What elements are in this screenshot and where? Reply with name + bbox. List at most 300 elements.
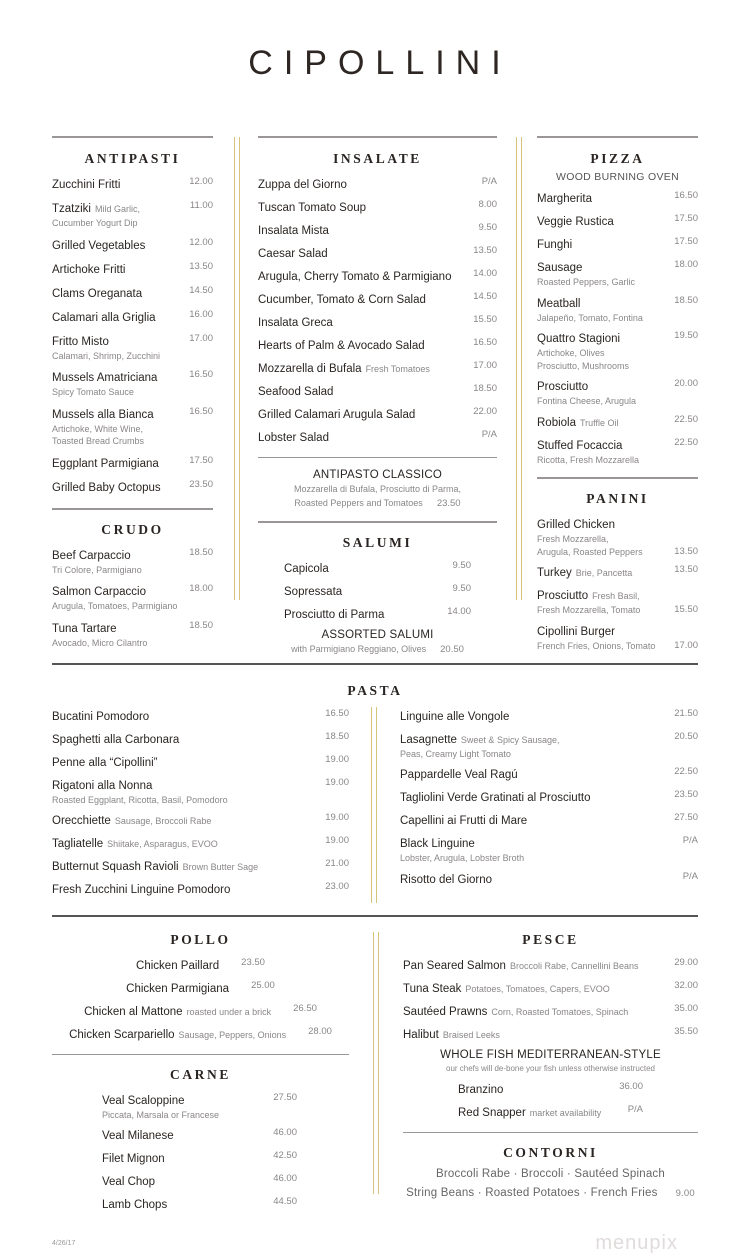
menu-item (400, 811, 698, 834)
footer (52, 1232, 698, 1254)
item-title-line (258, 382, 467, 400)
item-name: Lobster Salad (258, 432, 329, 444)
menu-item (537, 189, 698, 212)
item-title-line (400, 811, 668, 829)
pasta-section (52, 683, 698, 916)
item-name: Spaghetti alla Carbonara (52, 733, 180, 746)
item-title-line (400, 834, 677, 852)
item-title-line (258, 313, 467, 331)
menu-item (400, 834, 698, 870)
item-name: Veal Milanese (102, 1130, 174, 1142)
item-name: Risotto del Giorno (400, 873, 493, 886)
menu-item (537, 413, 698, 436)
item-name: Lamb Chops (102, 1199, 168, 1211)
item-price: 17.00 (674, 639, 698, 651)
item-description: Sausage, Broccoli Rabe (114, 816, 212, 826)
gold-divider (516, 137, 522, 600)
item-price: 20.00 (674, 378, 698, 389)
item-price: 21.50 (674, 707, 698, 719)
item-title-line (258, 221, 473, 239)
watermark: menupix (595, 1232, 678, 1254)
whole-fish-title: WHOLE FISH MEDITERRANEAN-STYLE (440, 1048, 661, 1061)
item-price: 25.00 (251, 979, 275, 991)
item-title-line (400, 765, 668, 783)
menu-item (258, 221, 497, 244)
item-description: Jalapeño, Tomato, Fontina (537, 312, 643, 323)
menu-item (400, 788, 698, 811)
item-name: Artichoke Fritti (52, 263, 126, 276)
menu-item (52, 880, 349, 903)
item-description: Fresh Tomatoes (365, 364, 430, 374)
item-price: 18.50 (325, 730, 349, 742)
price: 9.00 (675, 1187, 695, 1199)
menu-item (52, 811, 349, 834)
item-description: Cucumber Yogurt Dip (52, 218, 138, 228)
item-description: Braised Leeks (442, 1029, 500, 1040)
item-name: Quattro Stagioni (537, 333, 621, 345)
menu-item (102, 1149, 297, 1172)
item-price: 13.50 (473, 245, 497, 256)
item-name: Grilled Chicken (537, 519, 615, 531)
item-title-line (52, 776, 319, 794)
item-price: 32.00 (674, 979, 698, 991)
item-price: 17.50 (674, 213, 698, 224)
item-title-line (258, 428, 476, 446)
contorni-line: Broccoli Rabe · Broccoli · Sautéed Spinach (436, 1167, 665, 1180)
menu-item (258, 359, 497, 382)
item-title-line (537, 413, 668, 431)
item-title-line (403, 979, 668, 997)
pizza-section (537, 138, 698, 477)
item-name: Tuscan Tomato Soup (258, 202, 367, 214)
menu-item (400, 765, 698, 788)
price: 20.50 (440, 644, 464, 655)
item-title-line (400, 870, 677, 888)
item-name: Chicken al Mattone (84, 1005, 183, 1018)
item-title-line (52, 199, 184, 217)
menu-item (537, 212, 698, 235)
menu-item (52, 478, 213, 502)
item-title-line (258, 405, 467, 423)
item-price: 17.50 (189, 454, 213, 466)
menu-item (458, 1103, 643, 1126)
section-heading: POLLO (170, 931, 231, 947)
menu-list (400, 707, 698, 893)
item-name: Prosciutto (537, 381, 589, 393)
item-name: Grilled Calamari Arugula Salad (258, 409, 416, 421)
item-title-line (102, 1149, 267, 1167)
item-name: Cipollini Burger (537, 625, 615, 638)
item-title-line (52, 730, 319, 748)
contorni-section (403, 1133, 698, 1209)
item-title-line (126, 979, 229, 997)
item-name: Insalata Greca (258, 317, 333, 329)
item-name: Mussels alla Bianca (52, 408, 154, 421)
item-title-line (403, 1002, 668, 1020)
item-price: 22.50 (674, 766, 698, 777)
item-title-line (537, 436, 668, 454)
item-title-line (52, 582, 183, 600)
menu-item (458, 1080, 643, 1103)
item-name: Tzatziki (52, 203, 91, 215)
item-name: Salmon Carpaccio (52, 586, 146, 598)
item-title-line (537, 377, 668, 395)
menu-item (258, 290, 497, 313)
item-description: Roasted Peppers, Garlic (537, 277, 636, 287)
restaurant-title: CIPOLLINI (248, 44, 512, 82)
item-price: 18.00 (674, 259, 698, 270)
section-heading: PANINI (586, 491, 649, 506)
item-price: 16.00 (189, 308, 213, 320)
item-price: 9.50 (478, 222, 497, 233)
item-price: 16.50 (325, 707, 349, 719)
item-description: Truffle Oil (580, 417, 619, 428)
item-name: Rigatoni alla Nonna (52, 779, 153, 792)
item-name: Fresh Zucchini Linguine Pomodoro (52, 884, 231, 896)
item-title-line (52, 368, 183, 386)
section-subheading: WOOD BURNING OVEN (556, 171, 679, 183)
right-column (537, 136, 698, 663)
item-name: Black Linguine (400, 838, 475, 850)
menu-item (258, 405, 497, 428)
menu-list (403, 956, 698, 1048)
menu-item (537, 563, 698, 586)
menu-item (52, 199, 213, 236)
item-name: Red Snapper (458, 1106, 526, 1119)
item-description: Fresh Mozzarella, Tomato (537, 605, 641, 615)
menu-list (458, 1080, 643, 1126)
item-name: Sausage (537, 262, 583, 274)
menu-item (537, 515, 698, 563)
item-title-line (400, 788, 668, 806)
item-price: 35.00 (674, 1002, 698, 1014)
item-description-line (537, 640, 698, 653)
item-name: Penne alla “Cipollini” (52, 756, 158, 769)
item-name: Seafood Salad (258, 386, 334, 398)
menu-item (52, 707, 349, 730)
contorni-line: String Beans · Roasted Potatoes · French Fries (406, 1186, 658, 1199)
item-price: P/A (481, 176, 497, 187)
item-title-line (258, 267, 467, 285)
whole-fish-note: our chefs will de-bone your fish unless otherwise instructed (446, 1063, 655, 1073)
menu-item (258, 382, 497, 405)
item-description: Corn, Roasted Tomatoes, Spinach (491, 1006, 629, 1017)
item-name: Caesar Salad (258, 248, 328, 260)
antipasti-section (52, 138, 213, 508)
item-title-line (52, 753, 319, 771)
item-title-line (537, 622, 692, 640)
menu-item (52, 979, 349, 1002)
item-price: 42.50 (273, 1150, 297, 1161)
item-name: Funghi (537, 239, 573, 251)
item-name: Robiola (537, 416, 576, 429)
item-price: 18.50 (189, 619, 213, 631)
menu-list (258, 175, 497, 451)
panini-section (537, 479, 698, 663)
item-description: roasted under a brick (186, 1006, 272, 1017)
item-description: Fresh Mozzarella, (537, 534, 609, 544)
item-title-line (537, 294, 668, 312)
item-name: Tagliatelle (52, 838, 104, 850)
item-price: 11.00 (189, 200, 213, 211)
menu-list (52, 707, 349, 904)
item-title-line (258, 290, 467, 308)
menu-item (284, 582, 471, 605)
item-price: 27.50 (273, 1091, 297, 1103)
item-title-line (102, 1172, 267, 1190)
item-title-line (52, 405, 183, 423)
item-price: 17.00 (189, 332, 213, 344)
item-name: Turkey (537, 567, 572, 579)
section-heading: SALUMI (342, 535, 413, 550)
menu-list (102, 1091, 297, 1219)
item-name: Hearts of Palm & Avocado Salad (258, 340, 425, 352)
item-price: 19.00 (325, 753, 349, 765)
menu-item (52, 405, 213, 454)
menu-date: 4/26/17 (52, 1239, 76, 1247)
item-price: 44.50 (273, 1196, 297, 1207)
item-title-line (102, 1195, 267, 1213)
item-description: Fresh Basil, (592, 591, 640, 601)
item-name: Halibut (403, 1028, 439, 1041)
item-price: 18.50 (189, 546, 213, 558)
assorted-salumi-desc (258, 642, 497, 657)
item-price: 23.50 (241, 956, 265, 968)
price: 23.50 (436, 498, 461, 509)
item-name: Zucchini Fritti (52, 179, 121, 191)
item-title-line (52, 880, 319, 898)
menu-item (537, 329, 698, 377)
item-name: Pan Seared Salmon (403, 959, 506, 972)
item-description: Fontina Cheese, Arugula (537, 396, 637, 406)
crudo-section (52, 510, 213, 662)
menu-item (52, 1025, 349, 1048)
left-column (52, 136, 213, 661)
menu-item (537, 258, 698, 294)
item-title-line (537, 189, 668, 207)
item-title-line (52, 308, 183, 326)
item-description: Sausage, Peppers, Onions (178, 1029, 287, 1040)
menu-item (537, 586, 698, 622)
item-description: Arugula, Roasted Peppers (537, 546, 643, 557)
item-name: Capellini ai Frutti di Mare (400, 815, 528, 827)
menu-item (52, 834, 349, 857)
item-name: Veggie Rustica (537, 216, 614, 228)
item-name: Eggplant Parmigiana (52, 457, 159, 470)
item-name: Arugula, Cherry Tomato & Parmigiano (258, 271, 452, 283)
menu-item (102, 1091, 297, 1127)
carne-section (52, 1055, 349, 1225)
item-price: 18.00 (189, 583, 213, 594)
item-description: Potatoes, Tomatoes, Capers, EVOO (465, 983, 610, 994)
item-price: 19.00 (325, 776, 349, 788)
item-description: Tri Colore, Parmigiano (52, 564, 142, 575)
item-title-line (403, 956, 668, 974)
menu-item (403, 1002, 698, 1025)
item-title-line (69, 1025, 286, 1043)
item-name: Beef Carpaccio (52, 549, 131, 562)
item-description: Roasted Eggplant, Ricotta, Basil, Pomodoro (52, 794, 228, 805)
item-price: 20.50 (674, 730, 698, 742)
antipasto-classico-title: ANTIPASTO CLASSICO (312, 469, 443, 481)
item-description: Sweet & Spicy Sausage, (460, 734, 560, 745)
middle-column (258, 136, 497, 663)
item-price: 9.50 (452, 560, 471, 571)
item-title-line (102, 1126, 267, 1144)
item-price: 13.50 (674, 545, 698, 557)
bottom-columns (52, 917, 698, 1225)
item-name: Filet Mignon (102, 1153, 165, 1165)
menu-item (258, 175, 497, 198)
item-name: Prosciutto di Parma (284, 609, 385, 621)
item-name: Lasagnette (400, 733, 457, 746)
item-title-line (537, 515, 692, 533)
section-heading: PIZZA (590, 151, 645, 166)
item-title-line (52, 834, 319, 852)
item-price: 12.00 (189, 176, 213, 187)
menu-item (403, 956, 698, 979)
item-price: 12.00 (189, 236, 213, 248)
item-price: 13.50 (189, 260, 213, 272)
item-name: Bucatini Pomodoro (52, 710, 150, 723)
item-title-line (284, 605, 441, 623)
item-price: 27.50 (674, 812, 698, 823)
item-title-line (52, 332, 183, 350)
item-description: Brown Butter Sage (182, 862, 259, 872)
item-name: Chicken Scarpariello (69, 1028, 175, 1041)
item-name: Tuna Steak (403, 982, 462, 995)
item-price: 14.50 (473, 291, 497, 302)
item-description-line (537, 604, 698, 617)
item-price: 28.00 (308, 1025, 332, 1037)
item-title-line (52, 175, 183, 193)
bottom-right-column (403, 917, 698, 1209)
item-name: Meatball (537, 297, 581, 310)
item-description: Spicy Tomato Sauce (52, 387, 134, 397)
item-name: Margherita (537, 193, 592, 205)
item-price: 17.50 (674, 236, 698, 247)
antipasto-classico-desc (258, 496, 497, 511)
menu-item (52, 753, 349, 776)
item-price: 9.50 (452, 583, 471, 594)
item-name: Grilled Baby Octopus (52, 481, 161, 494)
item-name: Butternut Squash Ravioli (52, 861, 179, 873)
item-price: 16.50 (189, 405, 213, 417)
item-description: market availability (529, 1107, 602, 1118)
menu-item (52, 368, 213, 405)
menu-item (403, 979, 698, 1002)
item-name: Chicken Paillard (136, 959, 220, 972)
item-description: Broccoli Rabe, Cannellini Beans (509, 960, 639, 971)
item-price: 22.50 (674, 436, 698, 448)
antipasto-classico (258, 458, 497, 521)
item-price: 8.00 (478, 199, 497, 210)
item-name: Veal Chop (102, 1176, 156, 1188)
item-name: Zuppa del Giorno (258, 179, 347, 191)
item-title-line (537, 563, 668, 581)
top-columns (52, 136, 698, 663)
gold-divider (373, 932, 379, 1194)
item-title-line (52, 478, 183, 496)
menu-item (400, 707, 698, 730)
item-name: Mozzarella di Bufala (258, 363, 362, 375)
menu-list (52, 956, 349, 1048)
item-title-line (52, 260, 183, 278)
item-name: Sopressata (284, 586, 343, 598)
item-price: 14.50 (189, 284, 213, 296)
menu-item (52, 284, 213, 308)
item-price: 23.50 (674, 789, 698, 800)
section-heading: PESCE (522, 931, 579, 947)
salumi-section (258, 523, 497, 663)
item-price: 19.00 (325, 812, 349, 823)
item-title-line (258, 175, 476, 193)
menu-item (537, 436, 698, 472)
item-title-line (537, 235, 668, 253)
menu-item (52, 1002, 349, 1025)
menu-item (258, 428, 497, 451)
pollo-section (52, 917, 349, 1054)
item-price: 36.00 (619, 1080, 643, 1092)
menu-item (52, 454, 213, 478)
menu-item (52, 730, 349, 753)
desc: Roasted Peppers and Tomatoes (294, 498, 423, 508)
menu-list (52, 546, 213, 656)
item-title-line (52, 284, 183, 302)
item-title-line (258, 336, 467, 354)
item-description: Mild Garlic, (94, 204, 140, 214)
item-price: P/A (682, 835, 698, 846)
contorni-line-row (403, 1184, 698, 1203)
item-price: 15.50 (674, 604, 698, 615)
menu-list (52, 175, 213, 502)
menu-item (52, 582, 213, 619)
item-name: Tagliolini Verde Gratinati al Prosciutto (400, 792, 591, 804)
gold-divider (371, 707, 377, 904)
menu-item (52, 175, 213, 199)
menu-item (52, 260, 213, 284)
section-heading: CRUDO (101, 521, 164, 537)
menu-item (400, 870, 698, 893)
item-price: 46.00 (273, 1127, 297, 1138)
section-heading: ANTIPASTI (84, 151, 181, 166)
menu-item (102, 1195, 297, 1218)
item-description: Calamari, Shrimp, Zucchini (52, 350, 161, 361)
item-description: Arugula, Tomatoes, Parmigiano (52, 601, 178, 611)
item-price: 16.50 (189, 369, 213, 380)
item-name: Stuffed Focaccia (537, 439, 623, 452)
pasta-columns (52, 707, 698, 916)
item-title-line (537, 329, 668, 347)
item-description: Ricotta, Fresh Mozzarella (537, 454, 640, 465)
menu-item (403, 1025, 698, 1048)
menu-list (284, 559, 471, 628)
item-price: 19.50 (674, 330, 698, 341)
menu-item (52, 956, 349, 979)
item-name: Prosciutto (537, 590, 589, 602)
menu-item (52, 776, 349, 812)
menu-item (537, 377, 698, 413)
section-heading: PASTA (347, 682, 403, 698)
item-title-line (258, 244, 467, 262)
desc: with Parmigiano Reggiano, Olives (291, 644, 427, 654)
section-heading: INSALATE (333, 151, 422, 166)
item-name: Tuna Tartare (52, 622, 117, 635)
item-title-line (400, 707, 668, 725)
item-price: 14.00 (447, 606, 471, 617)
item-price: 22.00 (473, 406, 497, 417)
menu-item (284, 559, 471, 582)
